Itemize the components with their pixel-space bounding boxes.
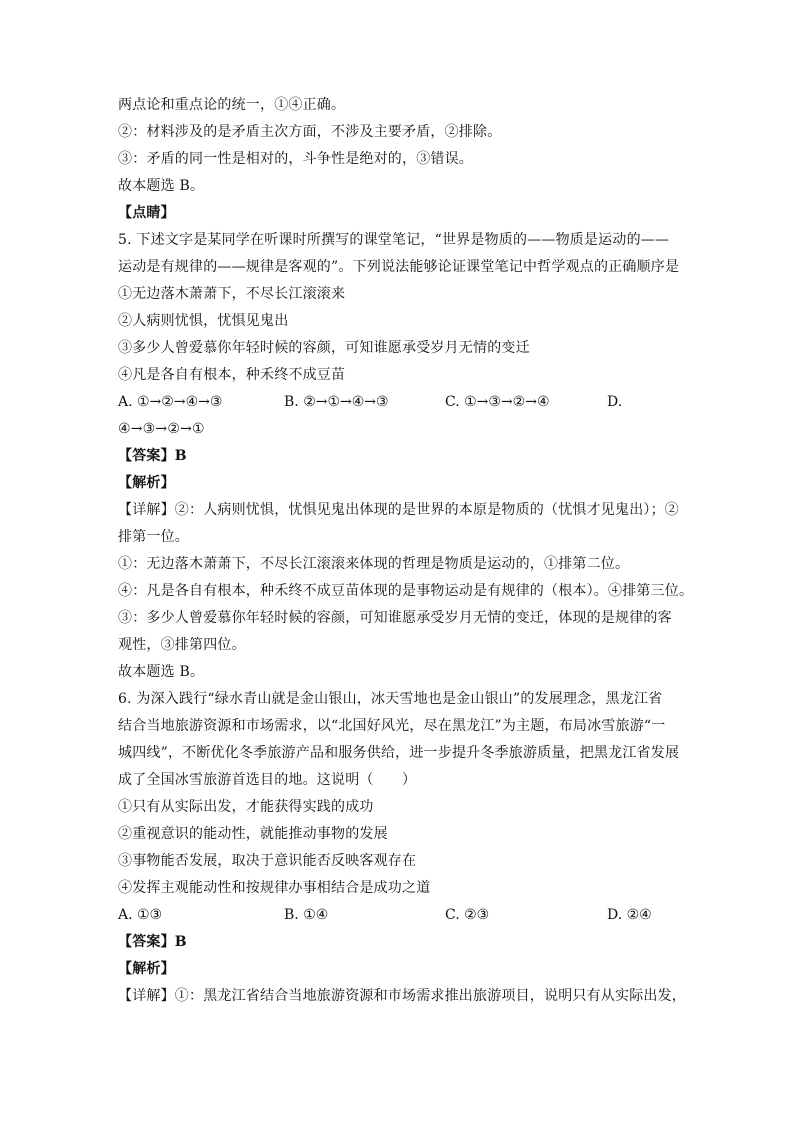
q6-item: ③事物能否发展，取决于意识能否反映客观存在 xyxy=(118,853,417,869)
dianjing-heading: 【点睛】 xyxy=(118,205,175,221)
q5-stem-line: 5. 下述文字是某同学在听课时所撰写的课堂笔记，“世界是物质的——物质是运动的—— xyxy=(118,232,670,248)
q6-item: ④发挥主观能动性和按规律办事相结合是成功之道 xyxy=(118,880,431,896)
text-line: 故本题选 B。 xyxy=(118,178,205,194)
q6-option-c: C. ②③ xyxy=(445,907,490,923)
q5-stem-line: 运动是有规律的——规律是客观的”。下列说法能够论证课堂笔记中哲学观点的正确顺序是 xyxy=(118,259,680,275)
q5-item: ④凡是各自有根本，种禾终不成豆苗 xyxy=(118,367,346,383)
text-line: ②：材料涉及的是矛盾主次方面，不涉及主要矛盾，②排除。 xyxy=(118,124,502,140)
q5-option-d-text: ④→③→②→① xyxy=(118,421,205,437)
q6-option-a: A. ①③ xyxy=(118,907,163,923)
q6-item: ②重视意识的能动性，就能推动事物的发展 xyxy=(118,826,388,842)
q6-options xyxy=(118,902,680,929)
q6-option-b: B. ①④ xyxy=(284,907,329,923)
q6-detail-line: 【详解】①：黑龙江省结合当地旅游资源和市场需求推出旅游项目，说明只有从实际出发， xyxy=(118,988,686,1004)
q6-answer: 【答案】B xyxy=(118,934,187,950)
text-line: ③：矛盾的同一性是相对的，斗争性是绝对的，③错误。 xyxy=(118,151,473,167)
q5-detail-line: 故本题选 B。 xyxy=(118,664,205,680)
q5-item: ②人病则忧惧，忧惧见鬼出 xyxy=(118,313,289,329)
document-page xyxy=(118,92,694,1010)
q5-answer: 【答案】B xyxy=(118,448,187,464)
q6-stem-line: 城四线”，不断优化冬季旅游产品和服务供给，进一步提升冬季旅游质量，把黑龙江省发展 xyxy=(118,745,680,761)
q5-detail-line: ①：无边落木萧萧下，不尽长江滚滚来体现的哲理是物质是运动的，①排第二位。 xyxy=(118,556,630,572)
q5-detail-line: ③：多少人曾爱慕你年轻时候的容颜，可知谁愿承受岁月无情的变迁，体现的是规律的客 xyxy=(118,610,672,626)
q6-option-d: D. ②④ xyxy=(607,907,652,923)
q5-option-b: B. ②→①→④→③ xyxy=(284,394,389,410)
q5-option-c: C. ①→③→②→④ xyxy=(445,394,550,410)
q5-detail-line: 【详解】②：人病则忧惧，忧惧见鬼出体现的是世界的本原是物质的（忧惧才见鬼出）；② xyxy=(118,502,679,518)
q5-option-d: D. xyxy=(607,394,623,410)
text-line: 两点论和重点论的统一，①④正确。 xyxy=(118,97,346,113)
q6-stem-line: 6. 为深入践行“绿水青山就是金山银山，冰天雪地也是金山银山”的发展理念，黑龙江省 xyxy=(118,691,663,707)
q5-option-a: A. ①→②→④→③ xyxy=(118,394,223,410)
q5-detail-line: ④：凡是各自有根本，种禾终不成豆苗体现的是事物运动是有规律的（根本）。④排第三位。 xyxy=(118,583,694,599)
q5-analysis-heading: 【解析】 xyxy=(118,475,175,491)
q5-item: ①无边落木萧萧下，不尽长江滚滚来 xyxy=(118,286,346,302)
q6-stem-line: 结合当地旅游资源和市场需求，以“北国好风光，尽在黑龙江”为主题，布局冰雪旅游“一 xyxy=(118,718,666,734)
q6-stem-line: 成了全国冰雪旅游首选目的地。这说明（ ） xyxy=(118,772,417,788)
q5-detail-line: 观性，③排第四位。 xyxy=(118,637,246,653)
q5-item: ③多少人曾爱慕你年轻时候的容颜，可知谁愿承受岁月无情的变迁 xyxy=(118,340,530,356)
q5-detail-line: 排第一位。 xyxy=(118,529,189,545)
q5-options xyxy=(118,389,680,416)
q6-item: ①只有从实际出发，才能获得实践的成功 xyxy=(118,799,374,815)
q6-analysis-heading: 【解析】 xyxy=(118,961,175,977)
